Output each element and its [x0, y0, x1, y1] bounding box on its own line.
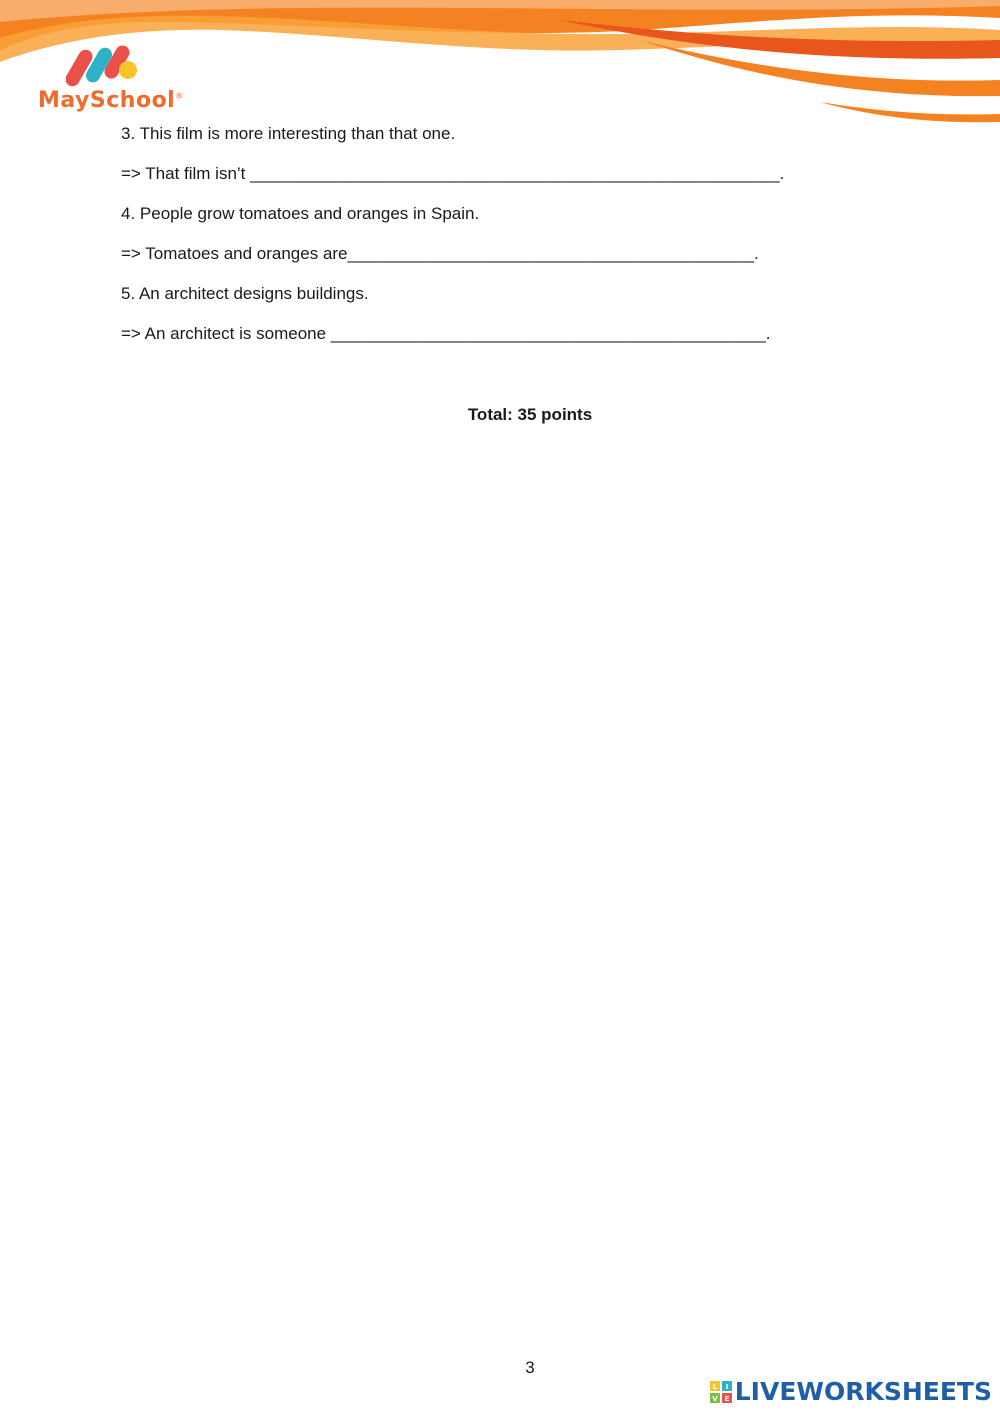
svg-text:E: E	[724, 1394, 730, 1403]
mayschool-logo	[36, 42, 186, 122]
page-number: 3	[525, 1358, 535, 1377]
exercise-question-5: 5. An architect designs buildings.	[121, 284, 369, 303]
exercise-answer-3[interactable]: => That film isn’t ________________________________________________________.	[121, 164, 785, 183]
total-points: Total: 35 points	[467, 405, 593, 424]
liveworksheets-watermark[interactable]	[710, 1377, 992, 1406]
liveworksheets-wordmark: LIVEWORKSHEETS	[734, 1377, 992, 1406]
mayschool-logo-mark-icon	[66, 42, 142, 88]
logo-wordmark: MaySchool®	[38, 88, 184, 113]
exercise-question-4: 4. People grow tomatoes and oranges in Spain.	[121, 204, 480, 223]
svg-text:V: V	[712, 1394, 718, 1403]
exercise-content	[121, 124, 881, 364]
exercise-answer-5[interactable]: => An architect is someone ______________________________________________.	[121, 324, 771, 343]
exercise-answer-4[interactable]: => Tomatoes and oranges are___________________________________________.	[121, 244, 759, 263]
liveworksheets-icon	[710, 1381, 732, 1403]
svg-text:I: I	[725, 1382, 729, 1391]
exercise-question-3: 3. This film is more interesting than that one.	[121, 124, 456, 143]
svg-text:L: L	[712, 1382, 717, 1391]
